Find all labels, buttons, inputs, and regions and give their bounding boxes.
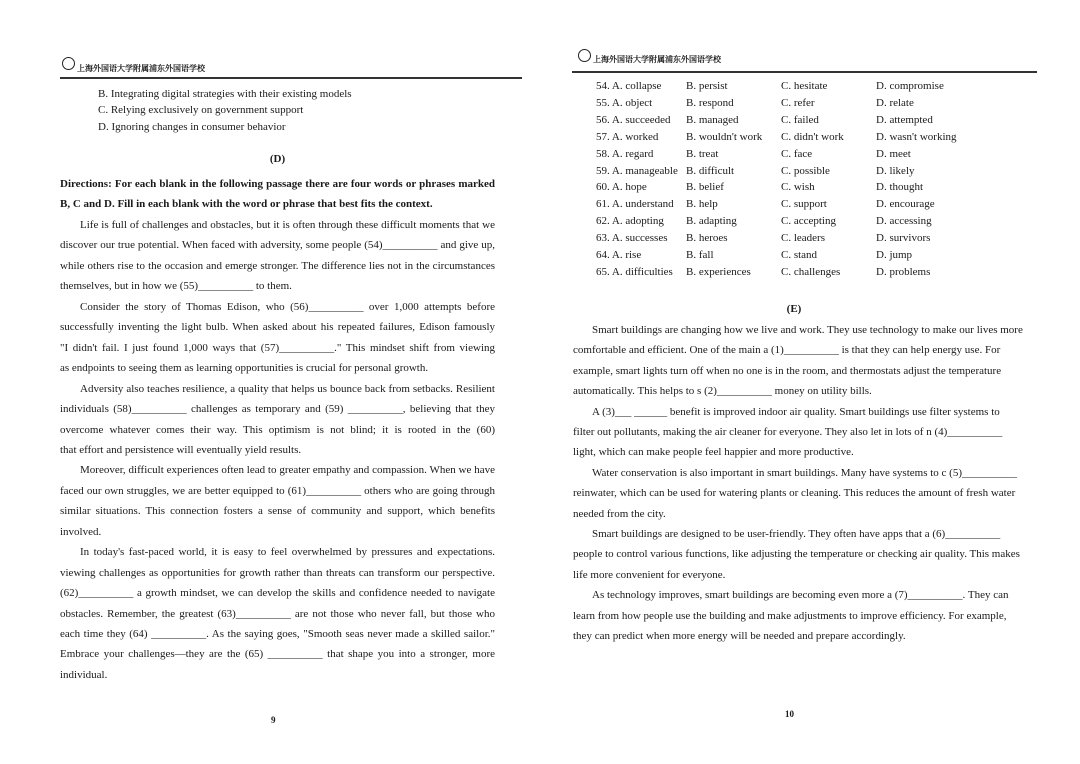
option-b: B. fall	[686, 249, 714, 261]
option-b: B. help	[686, 198, 718, 211]
passage-line: Consider the story of Thomas Edison, who (56)__________ over 1,000 attempts before	[80, 300, 495, 313]
option-d: D. meet	[876, 147, 911, 160]
option-d: D. wasn't working	[876, 130, 957, 143]
passage-line: that effort and persistence will eventually yield results.	[60, 443, 302, 456]
option-c: C. leaders	[781, 232, 825, 245]
option-c: C. face	[781, 147, 813, 160]
passage-line: individuals (58)__________ challenges as temporary and (59) __________, believing that they	[60, 403, 495, 416]
passage-line: Life is full of challenges and obstacles, but it is often through these difficult moments that we	[80, 219, 495, 231]
header-rule	[572, 71, 1037, 73]
passage-line: reinwater, which can be used for watering plants or cleaning. This reduces the amount of fresh water	[573, 487, 1016, 500]
option-a: 55. A. object	[596, 96, 653, 109]
passage-line: Water conservation is also important in smart buildings. Many have systems to c (5)__________	[592, 466, 1017, 479]
passage-line: they can predict when more energy will be needed and prepare accordingly.	[573, 630, 906, 642]
header-rule	[60, 77, 522, 79]
passage-line: In today's fast-paced world, it is easy to feel overwhelmed by pressures and expectations.	[80, 546, 495, 559]
option-a: 56. A. succeeded	[596, 113, 671, 126]
passage-line: while others rise to the occasion and emerge stronger. The difference lies not in the circumstances	[60, 259, 495, 272]
passage-line: as endpoints to seeing them as learning opportunities is crucial for personal growth.	[60, 362, 429, 375]
passage-line: Adversity also teaches resilience, a quality that helps us bounce back from setbacks. Resilient	[80, 382, 495, 395]
section-d-title: (D)	[269, 153, 286, 165]
passage-line: similar situations. This connection fosters a sense of community and support, which benefits	[60, 505, 495, 518]
passage-line: people to control various functions, like adjusting the temperature or checking air quality. This makes	[573, 548, 1020, 561]
option-a: 59. A. manageable	[596, 164, 678, 177]
option-c: C. support	[781, 198, 827, 211]
prev-option-c: C. Relying exclusively on government support	[98, 104, 304, 116]
passage-line: each time they (64) __________. As the saying goes, "Smooth seas never made a skilled sailor."	[60, 628, 495, 640]
option-b: B. heroes	[686, 232, 728, 245]
option-d: D. compromise	[876, 80, 944, 92]
passage-line: comfortable and efficient. One of the main a (1)__________ is that they can help energy use. For	[573, 344, 1001, 357]
option-c: C. wish	[781, 181, 815, 194]
passage-line: "I didn't fail. I just found 1,000 ways that (57)__________." This mindset shift from viewing	[60, 341, 495, 354]
option-a: 60. A. hope	[596, 181, 647, 194]
school-logo-icon	[578, 49, 591, 62]
option-a: 57. A. worked	[596, 130, 659, 143]
prev-option-b: B. Integrating digital strategies with their existing models	[98, 88, 352, 100]
passage-line: involved.	[60, 525, 102, 538]
option-a: 65. A. difficulties	[596, 265, 673, 278]
option-c: C. accepting	[781, 215, 836, 228]
school-header: 上海外国语大学附属浦东外国语学校	[77, 64, 205, 73]
passage-line: Smart buildings are changing how we live and work. They use technology to make our lives more	[592, 324, 1023, 336]
option-d: D. thought	[876, 181, 924, 194]
passage-line: needed from the city.	[573, 507, 666, 520]
passage-line: life more convenient for everyone.	[573, 568, 726, 581]
option-c: C. possible	[781, 164, 830, 177]
option-a: 54. A. collapse	[596, 80, 662, 92]
option-a: 58. A. regard	[596, 147, 654, 160]
option-d: D. relate	[876, 96, 914, 109]
option-d: D. attempted	[876, 113, 933, 126]
option-a: 63. A. successes	[596, 232, 668, 245]
option-b: B. persist	[686, 80, 728, 92]
passage-line: themselves, but in how we (55)__________ to them.	[60, 280, 292, 293]
passage-line: Smart buildings are designed to be user-friendly. They often have apps that a (6)__________	[592, 528, 1001, 540]
passage-line: discover our true potential. When faced with adversity, some people (54)__________ and give up,	[60, 239, 495, 252]
passage-line: overcome whatever comes their way. This optimism is not blind; it is rooted in the (60)	[60, 423, 495, 436]
option-c: C. challenges	[781, 265, 841, 278]
passage-line: Moreover, difficult experiences often lead to greater empathy and compassion. When we have	[80, 464, 495, 477]
passage-line: filter out pollutants, making the air cleaner for everyone. They also let in lots of n (4)__________	[573, 426, 1003, 438]
page-number: 10	[785, 709, 794, 719]
option-a: 64. A. rise	[596, 249, 642, 261]
passage-line: faced our own struggles, we are better equipped to (61)__________ others who are going through	[60, 484, 495, 497]
option-b: B. treat	[686, 147, 719, 160]
option-b: B. respond	[686, 96, 734, 109]
option-c: C. stand	[781, 249, 818, 261]
option-d: D. problems	[876, 265, 931, 278]
passage-line: As technology improves, smart buildings are becoming even more a (7)__________. They can	[592, 589, 1009, 602]
directions-line: B, C and D. Fill in each blank with the word or phrase that best fits the context.	[60, 198, 433, 210]
option-d: D. encourage	[876, 198, 935, 211]
school-logo-icon	[62, 57, 75, 70]
option-c: C. hesitate	[781, 80, 828, 92]
page-number: 9	[271, 715, 276, 725]
passage-line: A (3)___ ______ benefit is improved indoor air quality. Smart buildings use filter systems to	[592, 405, 1000, 418]
option-b: B. experiences	[686, 265, 751, 278]
option-a: 62. A. adopting	[596, 215, 664, 228]
passage-line: learn from how people use the building and make adjustments to improve efficiency. For example,	[573, 609, 1007, 622]
option-b: B. wouldn't work	[686, 130, 763, 143]
passage-line: automatically. This helps to s (2)__________ money on utility bills.	[573, 385, 872, 398]
option-d: D. survivors	[876, 232, 931, 245]
passage-line: example, smart lights turn off when no one is in the room, and thermostats adjust the temperature	[573, 364, 1002, 377]
passage-line: (62)__________ a growth mindset, we can develop the skills and confidence needed to navigate	[60, 587, 495, 600]
school-header: 上海外国语大学附属浦东外国语学校	[593, 55, 721, 64]
passage-line: individual.	[60, 668, 108, 681]
passage-line: successfully inventing the light bulb. When asked about his repeated failures, Edison famously	[60, 321, 495, 334]
directions-line: Directions: For each blank in the following passage there are four words or phrases marked	[60, 178, 495, 190]
option-d: D. accessing	[876, 215, 932, 228]
option-b: B. adapting	[686, 215, 737, 228]
option-c: C. refer	[781, 96, 815, 109]
passage-line: viewing challenges as opportunities for growth rather than threats can transform our perspective.	[60, 566, 495, 579]
option-b: B. difficult	[686, 164, 735, 177]
option-d: D. jump	[876, 249, 913, 261]
option-c: C. didn't work	[781, 130, 844, 143]
prev-option-d: D. Ignoring changes in consumer behavior	[98, 121, 286, 133]
option-c: C. failed	[781, 113, 819, 126]
passage-line: obstacles. Remember, the greatest (63)__________ are not those who never fall, but those who	[60, 607, 495, 620]
option-b: B. belief	[686, 181, 724, 194]
option-a: 61. A. understand	[596, 198, 674, 211]
passage-line: Embrace your challenges—they are the (65) __________ that shape you into a stronger, more	[60, 648, 495, 661]
section-e-title: (E)	[786, 303, 802, 315]
option-d: D. likely	[876, 164, 915, 177]
option-b: B. managed	[686, 113, 739, 126]
passage-line: light, which can make people feel happier and more productive.	[573, 446, 854, 459]
